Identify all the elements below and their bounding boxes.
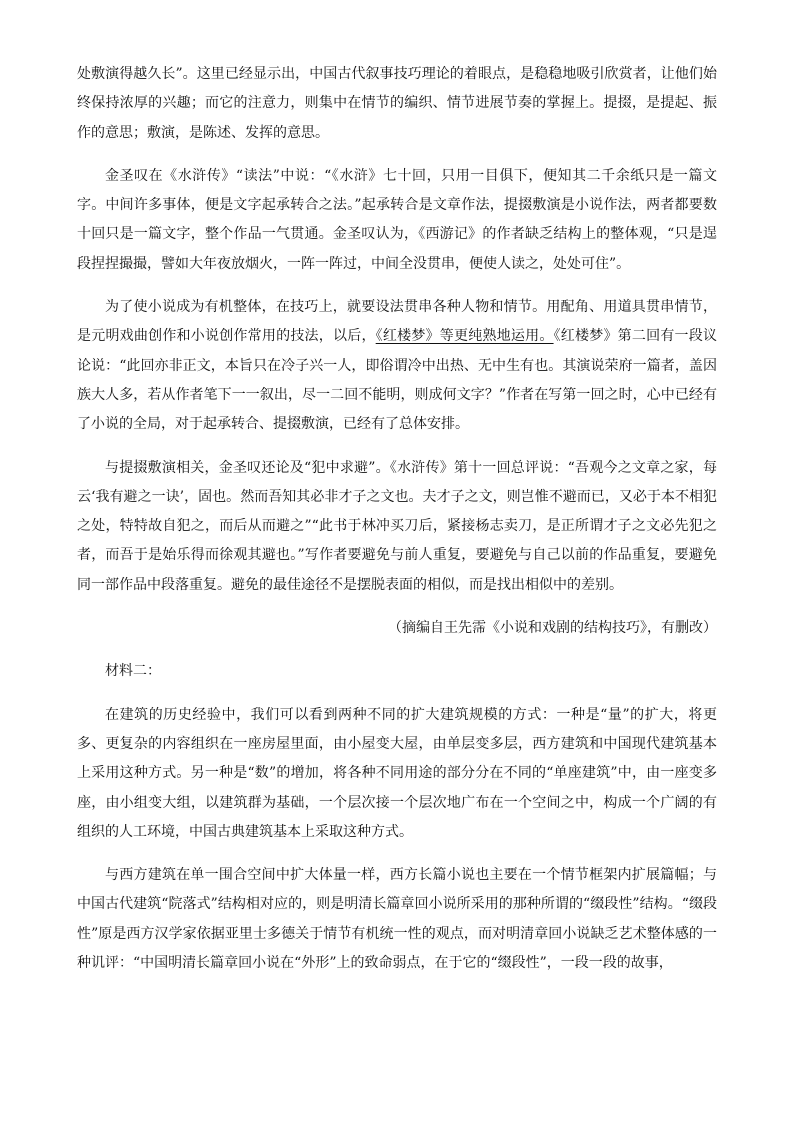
paragraph-organic-whole xyxy=(77,293,717,439)
paragraph-episodic-structure: 与西方建筑在单一围合空间中扩大体量一样，西方长篇小说也主要在一个情节框架内扩展篇幅；与中国古代建筑“院落式”结构相对应的，则是明清长篇章回小说所采用的那种所谓的“缀段性”结构。“缀段性”原是西方汉学家依据亚里士多德关于情节有机统一性的观点，而对明清章回小说缺乏艺术整体感的一种讥评：“中国明清长篇章回小说在“外形”上的致命弱点，在于它的“缀段性”，一段一段的故事， xyxy=(77,867,717,972)
underlined-text: 《红楼梦》等更纯熟地运用。 xyxy=(375,328,554,345)
document-body xyxy=(77,60,717,978)
paragraph-avoidance-in-repetition: 与提掇敷演相关，金圣叹还论及“犯中求避”。《水浒传》第十一回总评说：“吾观今之文章之家，每云‘我有避之一诀’，固也。然而吾知其必非才子之文也。夫才子之文，则岂惟不避而已，又必于本不相犯之处，特特故自犯之，而后从而避之”“此书于林冲买刀后，紧接杨志卖刀，是正所谓才子之文必先犯之者，而吾于是始乐得而徐观其避也。”写作者要避免与前人重复，要避免与自己以前的作品重复，要避免同一部作品中段落重复。避免的最佳途径不是摆脱表面的相似，而是找出相似中的差别。 xyxy=(77,459,717,593)
paragraph-text: 《红楼梦》第二回有一段议论说：“此回亦非正文，本旨只在冷子兴一人，即俗谓冷中出热、无中生有也。其演说荣府一篇者，盖因族大人多，若从作者笔下一一叙出，尽一二回不能明，则成何文字？”作者在写第一回之时，心中已经有了小说的全局，对于起承转合、提掇敷演，已经有了总体安排。 xyxy=(77,328,718,433)
material-label: 材料二： xyxy=(105,663,161,680)
paragraph-jin-shengtan-reading-method: 金圣叹在《水浒传》“读法”中说：“《水浒》七十回，只用一目俱下，便知其二千余纸只是一篇文字。中间许多事体，便是文字起承转合之法。”起承转合是文章作法，提掇敷演是小说作法，两者都要数十回只是一篇文字，整个作品一气贯通。金圣叹认为，《西游记》的作者缺乏结构上的整体观，“只是逞段捏捏撮撮，譬如大年夜放烟火，一阵一阵过，中间全没贯串，便使人读之，处处可住”。 xyxy=(77,167,717,272)
paragraph-text: 为了使小说成为有机整体，在技巧上，就要设法贯串各种人物和情节。用配角、用道具贯串情节，是元明戏曲创作和小说创作常用的技法，以后， xyxy=(77,299,717,345)
source-citation: （摘编自王先霈《小说和戏剧的结构技巧》，有删改） xyxy=(388,620,717,637)
paragraph-architecture-expansion: 在建筑的历史经验中，我们可以看到两种不同的扩大建筑规模的方式：一种是“量”的扩大，将更多、更复杂的内容组织在一座房屋里面，由小屋变大屋，由单层变多层，西方建筑和中国现代建筑基本上采用这种方式。另一种是“数”的增加，将各种不同用途的部分分在不同的“单座建筑”中，由一座变多座，由小组变大组，以建筑群为基础，一个层次接一个层次地广布在一个空间之中，构成一个广阔的有组织的人工环境，中国古典建筑基本上采取这种方式。 xyxy=(77,706,717,840)
paragraph-continuation: 处敷演得越久长”。这里已经显示出，中国古代叙事技巧理论的着眼点，是稳稳地吸引欣赏者，让他们始终保持浓厚的兴趣；而它的注意力，则集中在情节的编织、情节进展节奏的掌握上。提掇，是提起、振作的意思；敷演，是陈述、发挥的意思。 xyxy=(77,66,717,141)
